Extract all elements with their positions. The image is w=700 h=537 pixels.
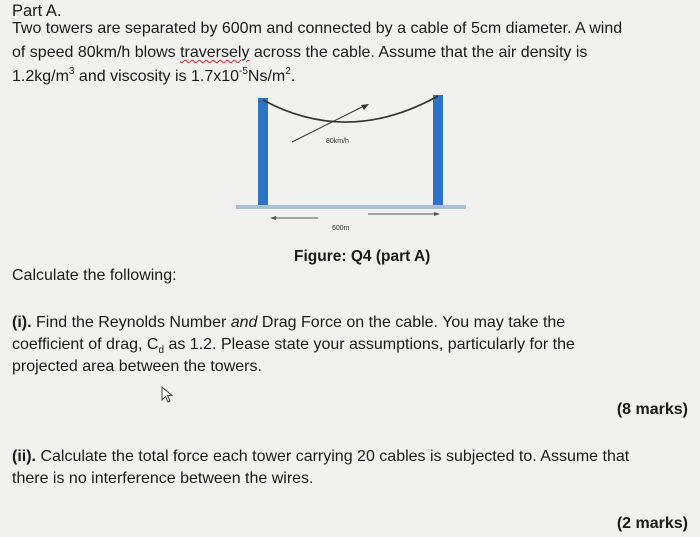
q1-line-2 bbox=[12, 334, 575, 356]
q1-line-3: projected area between the towers. bbox=[12, 358, 262, 375]
q1-cd-subscript: d bbox=[158, 345, 165, 357]
intro-period: . bbox=[290, 68, 296, 85]
span-arrow-left-head bbox=[270, 216, 276, 220]
density-text: 1.2kg/m bbox=[12, 68, 69, 85]
ground-line bbox=[236, 205, 466, 209]
viscosity-text: and viscosity is 1.7x10 bbox=[74, 68, 240, 85]
figure-caption: Figure: Q4 (part A) bbox=[294, 248, 431, 265]
q1-text-b: Drag Force on the cable. You may take the bbox=[257, 314, 566, 331]
mouse-cursor-icon bbox=[160, 386, 176, 404]
calculate-heading: Calculate the following: bbox=[12, 267, 177, 284]
q2-text: Calculate the total force each tower carrying 20 cables is subjected to. Assume that bbox=[36, 448, 630, 465]
q2-line-1 bbox=[12, 446, 629, 468]
q1-text-a: Find the Reynolds Number bbox=[31, 314, 231, 331]
intro-line-3 bbox=[12, 65, 622, 89]
intro-line-2 bbox=[12, 41, 622, 65]
question-2 bbox=[12, 446, 629, 490]
q1-and: and bbox=[230, 314, 258, 331]
wind-speed-label: 80km/h bbox=[326, 138, 349, 145]
density-exponent: 3 bbox=[68, 65, 75, 77]
question-1 bbox=[12, 312, 575, 378]
cable bbox=[263, 96, 438, 122]
span-arrow-right-head bbox=[434, 212, 440, 216]
intro-line-1: Two towers are separated by 600m and connected by a cable of 5cm diameter. A wind bbox=[12, 20, 623, 37]
intro-line-2c: across the cable. Assume that the air density is bbox=[249, 44, 588, 61]
q2-line-2: there is no interference between the wires. bbox=[12, 470, 314, 487]
q2-marks: (2 marks) bbox=[616, 515, 688, 532]
q1-line-1 bbox=[12, 312, 575, 334]
viscosity-unit-exponent: 2 bbox=[285, 65, 291, 77]
wind-arrow-head bbox=[361, 104, 369, 110]
part-title: Part A. bbox=[12, 2, 62, 20]
right-tower bbox=[433, 95, 443, 205]
wind-arrow bbox=[292, 106, 364, 142]
problem-intro bbox=[12, 17, 622, 89]
span-label: 600m bbox=[332, 225, 350, 232]
tower-cable-figure bbox=[230, 88, 470, 238]
q2-number: (ii). bbox=[12, 448, 36, 465]
q1-line-2-rest: as 1.2. Please state your assumptions, particularly for the bbox=[164, 336, 575, 353]
intro-line-2a: of speed 80km/h blows bbox=[12, 44, 181, 61]
q1-marks: (8 marks) bbox=[616, 401, 688, 418]
q1-cd-text: coefficient of drag, C bbox=[12, 336, 159, 353]
viscosity-unit: Ns/m bbox=[247, 68, 286, 85]
q1-number: (i). bbox=[12, 314, 32, 331]
misspelled-word: traversely bbox=[180, 44, 250, 61]
viscosity-exponent: -5 bbox=[239, 65, 248, 77]
left-tower bbox=[258, 98, 268, 205]
